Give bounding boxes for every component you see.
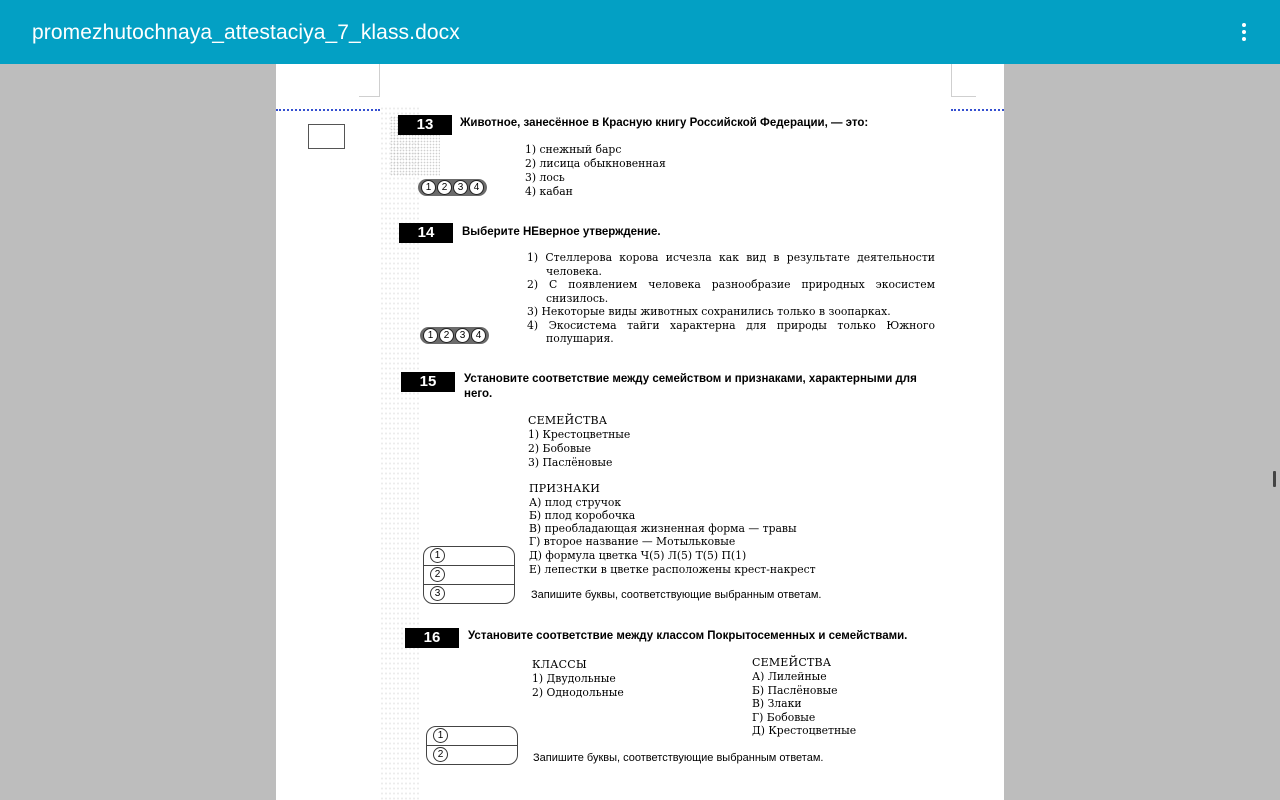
q15-families-heading: СЕМЕЙСТВА (528, 414, 608, 427)
row-number: 2 (433, 747, 448, 762)
q16-class-1: 1) Двудольные (532, 672, 616, 685)
answer-circle[interactable]: 2 (439, 328, 454, 343)
answer-row[interactable] (424, 566, 514, 585)
page-corner-mark-right (951, 64, 976, 97)
q14-option-2: 2) С появлением человека разнообразие природных экосистем снизилось. (527, 278, 935, 305)
document-title: promezhutochnaya_attestaciya_7_klass.docx (32, 21, 460, 44)
q15-traits-heading: ПРИЗНАКИ (529, 482, 601, 495)
question-number-14: 14 (399, 223, 453, 243)
q13-option-1: 1) снежный барс (525, 143, 622, 156)
document-page[interactable] (276, 64, 1004, 800)
q16-class-2: 2) Однодольные (532, 686, 624, 699)
answer-checkbox[interactable] (308, 124, 345, 149)
q15-trait-d: Г) второе название — Мотыльковые (529, 535, 736, 548)
question-number-15: 15 (401, 372, 455, 392)
scanned-worksheet (380, 106, 951, 800)
question-16-text: Установите соответствие между классом Покрытосеменных и семействами. (468, 630, 908, 642)
q13-option-4: 4) кабан (525, 185, 573, 198)
q15-trait-a: А) плод стручок (529, 496, 622, 509)
q16-families-heading: СЕМЕЙСТВА (752, 656, 832, 669)
q16-family-d: Г) Бобовые (752, 711, 816, 724)
app-bar (0, 0, 1280, 64)
question-13-text: Животное, занесённое в Красную книгу Российской Федерации, — это: (460, 117, 869, 129)
row-number: 3 (430, 586, 445, 601)
answer-circle[interactable]: 1 (421, 180, 436, 195)
q14-option-4: 4) Экосистема тайги характерна для природы только Южного полушария. (527, 318, 935, 345)
q15-trait-c: В) преобладающая жизненная форма — травы (529, 522, 797, 535)
answer-row[interactable] (424, 585, 514, 603)
q15-family-3: 3) Паслёновые (528, 456, 613, 469)
q14-answer-circles[interactable] (420, 327, 489, 344)
q13-answer-circles[interactable] (418, 179, 487, 196)
row-number: 1 (433, 728, 448, 743)
q16-instruction: Запишите буквы, соответствующие выбранным ответам. (533, 752, 824, 764)
row-number: 1 (430, 548, 445, 563)
q15-family-1: 1) Крестоцветные (528, 428, 631, 441)
answer-row[interactable] (424, 547, 514, 566)
answer-circle[interactable]: 3 (455, 328, 470, 343)
q14-option-1: 1) Стеллерова корова исчезла как вид в результате деятельности человека. (527, 251, 935, 278)
answer-row[interactable] (427, 746, 517, 764)
more-vert-icon[interactable] (1228, 18, 1260, 46)
question-number-16: 16 (405, 628, 459, 648)
row-number: 2 (430, 567, 445, 582)
q16-family-a: А) Лилейные (752, 670, 827, 683)
answer-circle[interactable]: 1 (423, 328, 438, 343)
q13-option-2: 2) лисица обыкновенная (525, 157, 666, 170)
answer-circle[interactable]: 4 (471, 328, 486, 343)
q15-trait-b: Б) плод коробочка (529, 509, 636, 522)
question-number-13: 13 (398, 115, 452, 135)
q16-family-b: Б) Паслёновые (752, 684, 838, 697)
q16-answer-table[interactable] (426, 726, 518, 765)
answer-circle[interactable]: 2 (437, 180, 452, 195)
q15-answer-table[interactable] (423, 546, 515, 604)
page-corner-mark-left (359, 64, 380, 97)
scrollbar-thumb[interactable] (1273, 471, 1276, 487)
q13-option-3: 3) лось (525, 171, 565, 184)
margin-marker-right (951, 109, 1004, 111)
scan-noise (380, 106, 420, 800)
answer-row[interactable] (427, 727, 517, 746)
answer-circle[interactable]: 4 (469, 180, 484, 195)
answer-circle[interactable]: 3 (453, 180, 468, 195)
q16-classes-heading: КЛАССЫ (532, 658, 587, 671)
margin-marker-left (276, 109, 380, 111)
q14-option-3: 3) Некоторые виды животных сохранились только в зоопарках. (527, 305, 891, 318)
q15-trait-e: Д) формула цветка Ч(5) Л(5) Т(5) П(1) (529, 549, 747, 562)
q15-trait-f: Е) лепестки в цветке расположены крест-накрест (529, 563, 816, 576)
q16-family-e: Д) Крестоцветные (752, 724, 857, 737)
question-14-text: Выберите НЕверное утверждение. (462, 226, 661, 238)
question-15-text: Установите соответствие между семейством и признаками, характерными для него. (464, 373, 917, 400)
q15-family-2: 2) Бобовые (528, 442, 592, 455)
q16-family-c: В) Злаки (752, 697, 802, 710)
q15-instruction: Запишите буквы, соответствующие выбранным ответам. (531, 589, 822, 601)
